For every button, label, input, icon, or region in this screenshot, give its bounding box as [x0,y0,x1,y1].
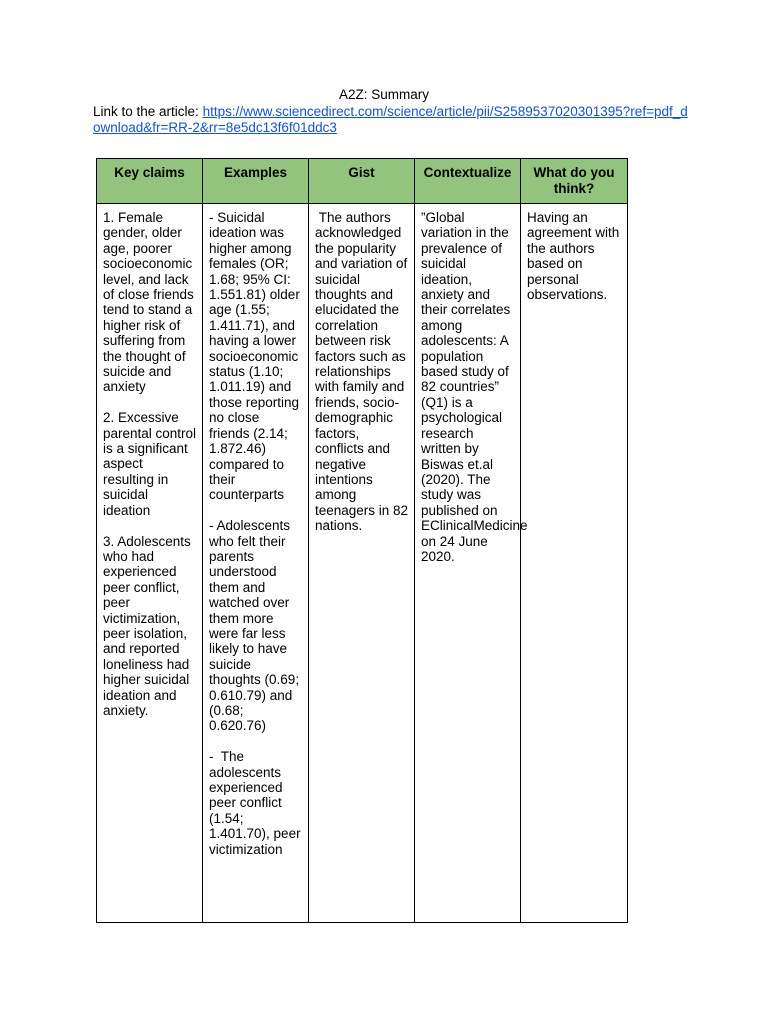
article-link[interactable]: https://www.sciencedirect.com/science/article/pii/S2589537020301395?ref=pdf_download&fr=RR-2&rr=8e5dc13f6f01ddc3 [93,104,688,135]
document-title: A2Z: Summary [338,87,430,102]
key-claim-3: 3. Adolescents who had experienced peer conflict, peer victimization, peer isolation, and reported loneliness had higher suicidal ideation and anxiety. [103,533,195,718]
example-1: - Suicidal ideation was higher among females (OR; 1.68; 95% CI: 1.551.81) older age (1.55; 1.411.71), and having a lower socioeconomic status (1.10; 1.011.19) and those reporting no close friends (2.14; 1.872.46) compared to their counterparts [209,210,304,503]
header-examples: Examples [203,159,309,204]
article-link-line [93,104,693,136]
header-what-do-you-think: What do you think? [521,159,628,204]
header-key-claims: Key claims [97,159,203,204]
opinion-cell [521,204,628,923]
header-gist: Gist [309,159,415,204]
key-claims-cell [97,204,203,923]
examples-cell [203,204,309,923]
opinion-text: Having an agreement with the authors based on personal observations. [527,210,624,303]
gist-text: The authors acknowledged the popularity and variation of suicidal thoughts and elucidated the correlation between risk factors such as relationships with family and friends, socio-demographic factors, conflicts and negative intentions among teenagers in 82 nations. [315,210,412,534]
header-row [97,159,628,204]
example-2: - Adolescents who felt their parents understood them and watched over them more were far less likely to have suicide thoughts (0.69; 0.610.79) and (0.68; 0.620.76) [209,518,303,734]
link-label: Link to the article: [93,104,203,119]
summary-table [96,158,628,923]
key-claim-2: 2. Excessive parental control is a significant aspect resulting in suicidal ideation [103,410,200,518]
table-row [97,204,628,923]
contextualize-cell [415,204,532,923]
header-contextualize: Contextualize [415,159,521,204]
contextualize-text: ”Global variation in the prevalence of suicidal ideation, anxiety and their correlates among adolescents: A population based study of 82 countries” (Q1) is a psychological research written by Biswas et.al (2020). The study was published on EClinicalMedicine on 24 June 2020. [421,210,532,564]
gist-cell [309,204,415,923]
key-claim-1: 1. Female gender, older age, poorer socioeconomic level, and lack of close friends tend to stand a higher risk of suffering from the thought of suicide and anxiety [103,210,198,395]
example-3: - The adolescents experienced peer conflict (1.54; 1.401.70), peer victimization [209,749,305,857]
